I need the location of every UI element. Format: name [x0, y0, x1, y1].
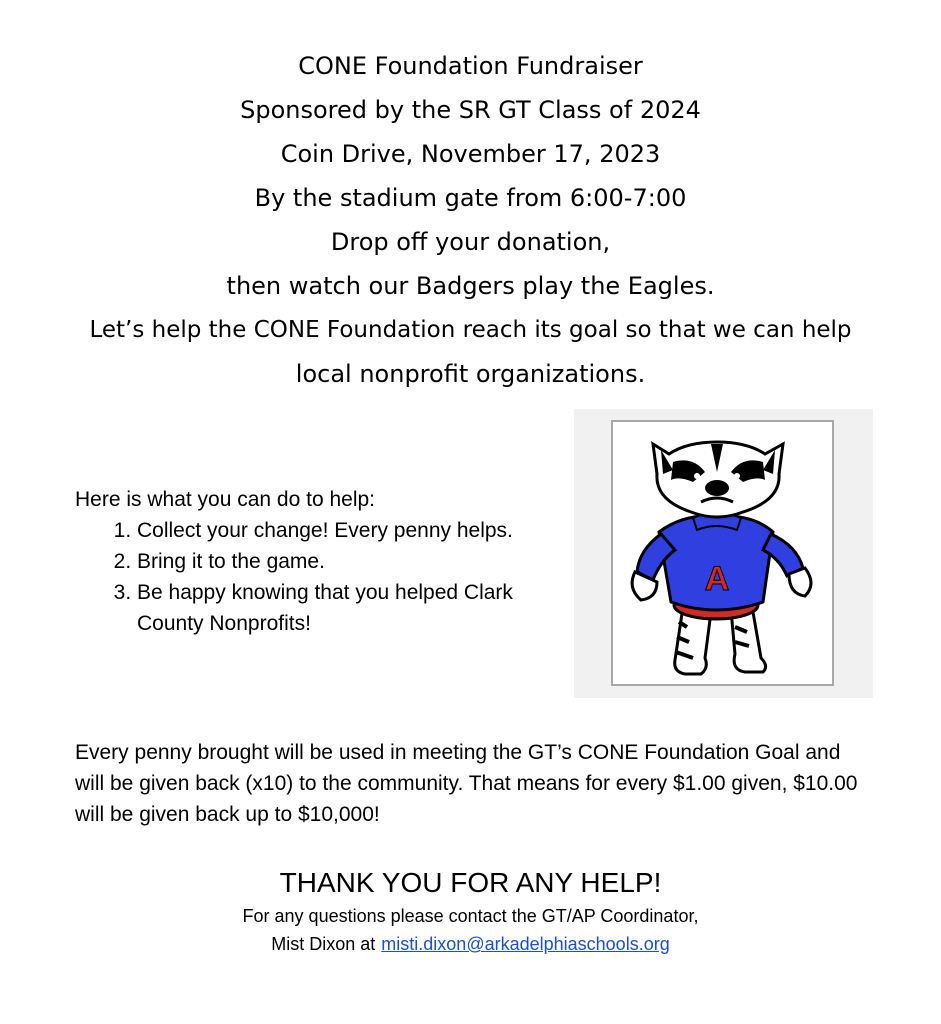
- event-time-line: By the stadium gate from 6:00-7:00: [254, 184, 687, 212]
- contact-email-link[interactable]: misti.dixon@arkadelphiaschools.org: [381, 934, 670, 954]
- game-line: then watch our Badgers play the Eagles.: [226, 272, 715, 300]
- dropoff-line: Drop off your donation,: [330, 228, 611, 256]
- help-intro: Here is what you can do to help:: [75, 488, 376, 511]
- help-section: [75, 484, 545, 639]
- badger-mascot-icon: [613, 422, 832, 684]
- event-date-line: Coin Drive, November 17, 2023: [280, 140, 661, 168]
- help-steps-list: [75, 515, 545, 639]
- mascot-frame: [611, 420, 834, 686]
- nonprofit-line: local nonprofit organizations.: [295, 360, 646, 388]
- contact-name: Mist Dixon at: [271, 934, 376, 954]
- contact-name-line: [0, 930, 941, 958]
- mascot-image-panel: [574, 409, 873, 698]
- sponsor-line: Sponsored by the SR GT Class of 2024: [240, 96, 701, 124]
- contact-line: For any questions please contact the GT/AP Coordinator,: [242, 906, 699, 926]
- help-step: 2. Bring it to the game.: [137, 546, 545, 577]
- help-step: 3. Be happy knowing that you helped Clark County Nonprofits!: [137, 577, 545, 639]
- sweater-letter: A: [704, 560, 730, 598]
- help-step: 1. Collect your change! Every penny helps.: [137, 515, 545, 546]
- goal-line: Let’s help the CONE Foundation reach its goal so that we can help: [89, 317, 852, 343]
- flyer-title: CONE Foundation Fundraiser: [298, 52, 643, 80]
- thank-you-heading: THANK YOU FOR ANY HELP!: [279, 867, 662, 898]
- penny-paragraph: Every penny brought will be used in meeting the GT’s CONE Foundation Goal and will be given back (x10) to the community. That means for every $1.00 given, $10.00 will be given back up to $10,000!: [75, 741, 858, 826]
- flyer-header: [0, 44, 941, 396]
- contact-section: [0, 902, 941, 958]
